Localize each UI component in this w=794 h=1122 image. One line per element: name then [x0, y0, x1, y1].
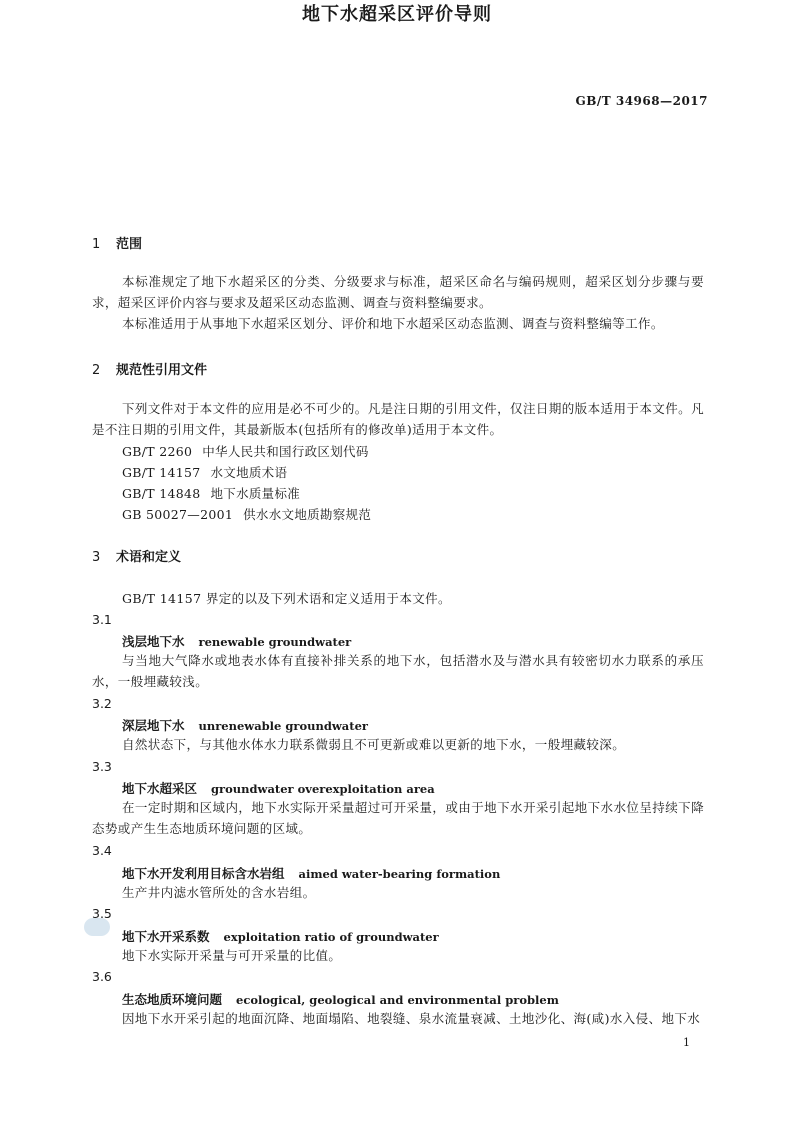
term-english: groundwater overexploitation area — [211, 782, 435, 796]
clause-number: 3.5 — [92, 906, 112, 921]
term-definition: 生产井内滤水管所处的含水岩组。 — [122, 885, 316, 900]
clause-number: 3.1 — [92, 612, 112, 627]
term-english: aimed water-bearing formation — [298, 867, 501, 881]
term-definition: 因地下水开采引起的地面沉降、地面塌陷、地裂缝、泉水流量衰减、土地沙化、海(咸)水入侵、地下水 — [122, 1011, 701, 1026]
reference-code: GB/T 14157 — [122, 465, 201, 480]
standard-number: GB/T 34968—2017 — [575, 94, 708, 108]
term-english: ecological, geological and environmental problem — [236, 993, 559, 1007]
section-title: 术语和定义 — [116, 550, 182, 565]
section-number: 2 — [92, 363, 101, 378]
term-definition: 地下水实际开采量与可开采量的比值。 — [122, 948, 342, 963]
term-chinese: 深层地下水 — [122, 718, 185, 733]
paragraph: 本标准适用于从事地下水超采区划分、评价和地下水超采区动态监测、调查与资料整编等工作。 — [122, 316, 664, 331]
term-chinese: 生态地质环境问题 — [122, 992, 223, 1007]
term-definition: 与当地大气降水或地表水体有直接补排关系的地下水，包括潜水及与潜水具有较密切水力联系的承压水，一般埋藏较浅。 — [92, 653, 704, 689]
term-chinese: 地下水开发利用目标含水岩组 — [122, 866, 285, 881]
section-3-heading — [92, 546, 181, 565]
reference-code: GB/T 14848 — [122, 486, 201, 501]
term-chinese: 地下水开采系数 — [122, 929, 210, 944]
page-number: 1 — [683, 1036, 690, 1049]
reference-title: 供水水文地质勘察规范 — [243, 507, 372, 522]
term-english: exploitation ratio of groundwater — [223, 930, 439, 944]
term-chinese: 地下水超采区 — [122, 781, 198, 796]
section-number: 1 — [92, 237, 101, 252]
clause-number: 3.3 — [92, 759, 112, 774]
section-number: 3 — [92, 550, 101, 565]
reference-item — [122, 442, 369, 460]
term-entry — [122, 927, 439, 945]
reference-title: 中华人民共和国行政区划代码 — [202, 444, 369, 459]
term-english: renewable groundwater — [198, 635, 352, 649]
reference-title: 水文地质术语 — [210, 465, 288, 480]
term-english: unrenewable groundwater — [198, 719, 368, 733]
clause-number: 3.6 — [92, 969, 112, 984]
reference-item — [122, 463, 287, 481]
paragraph: GB/T 14157 界定的以及下列术语和定义适用于本文件。 — [122, 591, 451, 606]
clause-number: 3.4 — [92, 843, 112, 858]
reference-code: GB 50027—2001 — [122, 507, 234, 522]
section-title: 规范性引用文件 — [116, 363, 208, 378]
section-title: 范围 — [116, 237, 143, 252]
term-entry — [122, 716, 368, 734]
paragraph: 本标准规定了地下水超采区的分类、分级要求与标准，超采区命名与编码规则，超采区划分步骤与要求，超采区评价内容与要求及超采区动态监测、调查与资料整编要求。 — [92, 274, 704, 310]
term-chinese: 浅层地下水 — [122, 634, 185, 649]
term-entry — [122, 632, 351, 650]
term-definition: 在一定时期和区域内，地下水实际开采量超过可开采量，或由于地下水开采引起地下水水位呈持续下降态势或产生生态地质环境问题的区域。 — [92, 800, 704, 836]
reference-title: 地下水质量标准 — [210, 486, 301, 501]
section-2-heading — [92, 359, 207, 378]
reference-code: GB/T 2260 — [122, 444, 193, 459]
term-entry — [122, 779, 435, 797]
clause-number: 3.2 — [92, 696, 112, 711]
section-1-heading — [92, 233, 142, 252]
page-title: 地下水超采区评价导则 — [302, 4, 492, 25]
reference-item — [122, 505, 371, 523]
term-entry — [122, 864, 500, 882]
term-entry — [122, 990, 559, 1008]
reference-item — [122, 484, 300, 502]
term-definition: 自然状态下，与其他水体水力联系微弱且不可更新或难以更新的地下水，一般埋藏较深。 — [122, 737, 626, 752]
paragraph: 下列文件对于本文件的应用是必不可少的。凡是注日期的引用文件，仅注日期的版本适用于本文件。凡是不注日期的引用文件，其最新版本(包括所有的修改单)适用于本文件。 — [92, 401, 704, 437]
